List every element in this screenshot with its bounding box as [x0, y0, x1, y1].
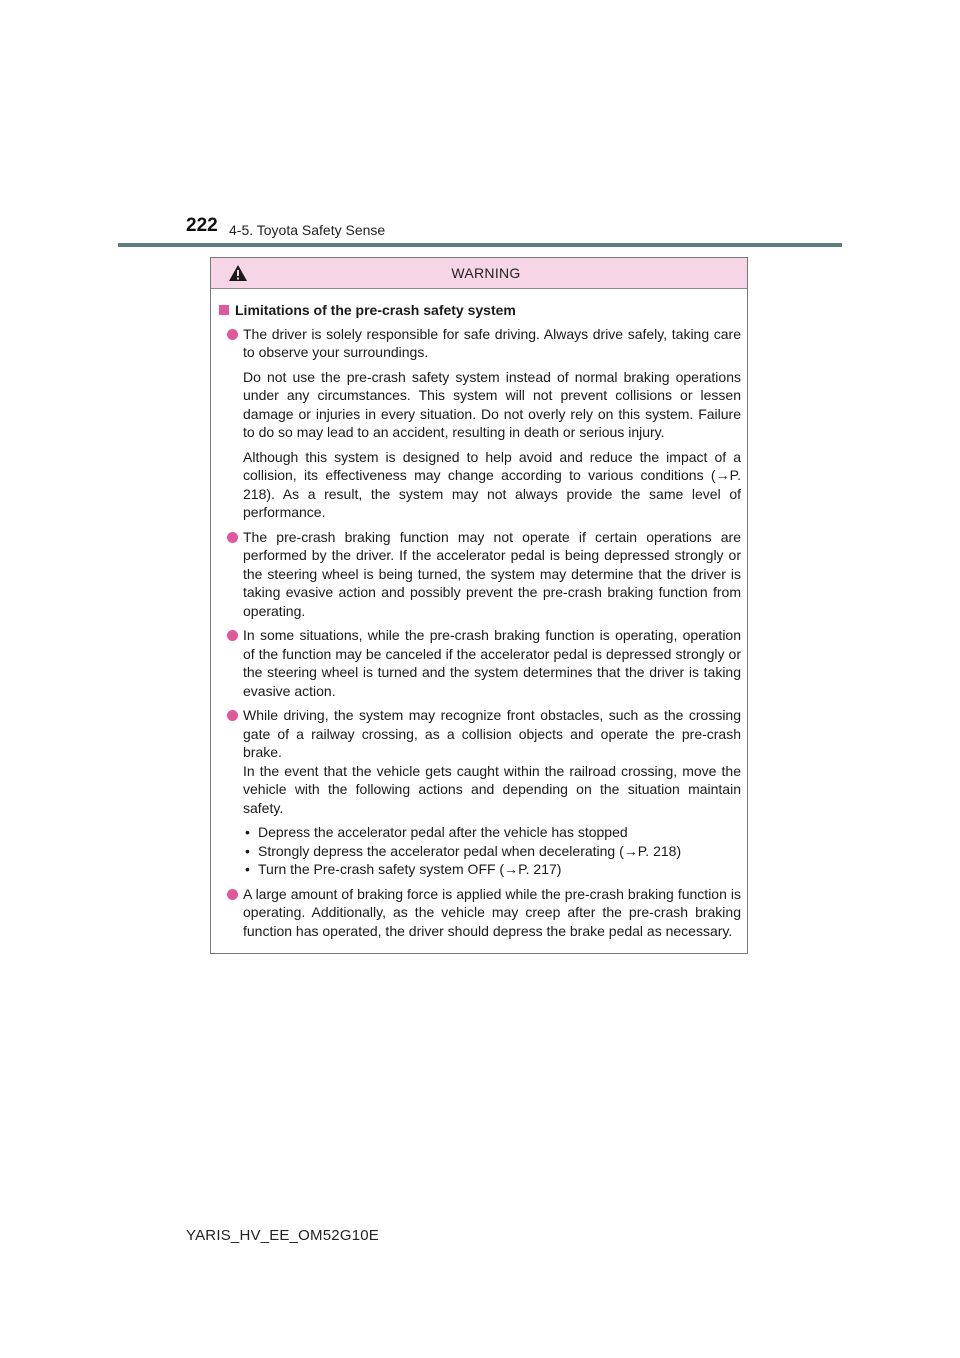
warning-item	[219, 325, 741, 522]
bullet-dot: •	[245, 861, 250, 877]
warning-item	[219, 706, 741, 879]
item-paragraph: A large amount of braking force is applied while the pre-crash braking function is operating. Additionally, as the vehicle may creep after the pre-crash braking function has operated, the driver should depress the brake pedal as necessary.	[243, 885, 741, 939]
warning-item	[219, 626, 741, 700]
square-bullet-icon	[219, 305, 229, 315]
warning-item	[219, 528, 741, 621]
circle-bullet-icon	[227, 630, 238, 641]
action-bullet-list	[243, 823, 741, 879]
item-paragraph-text: While driving, the system may recognize front obstacles, such as the crossing gate of a railway crossing, as a collision objects and operate the pre-crash brake.	[243, 707, 741, 760]
warning-heading	[219, 301, 741, 320]
circle-bullet-icon	[227, 532, 238, 543]
warning-heading-text: Limitations of the pre-crash safety system	[235, 302, 516, 318]
item-paragraph: Do not use the pre-crash safety system instead of normal braking operations under any circumstances. This system will not prevent collisions or lessen damage or injuries in every situation. Do not overly rely on this system. Failure to do so may lead to an accident, resulting in death or serious injury.	[243, 368, 741, 440]
item-paragraph: Although this system is designed to help avoid and reduce the impact of a collision, its effectiveness may change according to various conditions (→P. 218). As a result, the system may not always provide the same level of performance.	[243, 448, 741, 520]
circle-bullet-icon	[227, 889, 238, 900]
page-number: 222	[186, 215, 218, 236]
item-paragraph: In some situations, while the pre-crash braking function is operating, operation of the function may be canceled if the accelerator pedal is depressed strongly or the steering wheel is turned and the system determines that the driver is taking evasive action.	[243, 627, 741, 699]
action-bullet-text: Depress the accelerator pedal after the vehicle has stopped	[258, 824, 628, 840]
bullet-dot: •	[245, 824, 250, 840]
warning-triangle-icon	[228, 264, 248, 282]
circle-bullet-icon	[227, 329, 238, 340]
warning-label: WARNING	[451, 265, 521, 281]
section-title: 4-5. Toyota Safety Sense	[229, 222, 386, 238]
item-paragraph: The driver is solely responsible for safe driving. Always drive safely, taking care to observe your surroundings.	[243, 325, 741, 360]
warning-item	[219, 885, 741, 941]
item-paragraph	[243, 706, 741, 817]
action-bullet-item	[243, 842, 741, 861]
warning-header	[211, 258, 747, 289]
warning-body	[211, 289, 747, 940]
action-bullet-text: Strongly depress the accelerator pedal when decelerating (→P. 218)	[258, 842, 682, 859]
action-bullet-item	[243, 823, 741, 842]
item-continuation-text: In the event that the vehicle gets caught within the railroad crossing, move the vehicle with the following actions and depending on the situation maintain safety.	[243, 762, 741, 816]
action-bullet-item	[243, 860, 741, 879]
document-code: YARIS_HV_EE_OM52G10E	[186, 1227, 379, 1244]
warning-box	[210, 257, 748, 954]
header-rule	[118, 243, 842, 247]
bullet-dot: •	[245, 842, 250, 859]
circle-bullet-icon	[227, 710, 238, 721]
action-bullet-text: Turn the Pre-crash safety system OFF (→P. 217)	[258, 861, 562, 877]
item-paragraph: The pre-crash braking function may not operate if certain operations are performed by the driver. If the accelerator pedal is being depressed strongly or the steering wheel is being turned, the system may determine that the driver is taking evasive action and possibly prevent the pre-crash braking function from operating.	[243, 528, 741, 619]
